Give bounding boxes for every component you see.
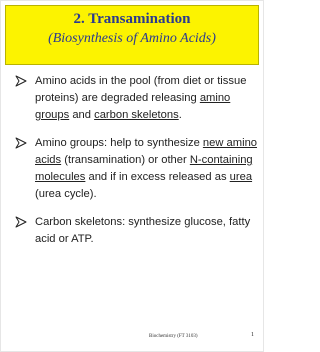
bullet-item [15,73,259,124]
bullet-text: Amino acids in the pool (from diet or tissue proteins) are degraded releasing [35,75,247,104]
arrow-bullet-icon [15,216,27,228]
slide-subtitle: (Biosynthesis of Amino Acids) [48,31,216,46]
bullet-text: (urea cycle). [35,188,97,200]
bullet-text: Amino groups: help to synthesize [35,137,203,149]
bullet-text: (transamination) or other [61,154,190,166]
arrow-bullet-icon [15,75,27,87]
bullet-item [15,135,259,203]
underlined-term: new amino acids [35,137,258,166]
arrow-bullet-icon [15,137,27,149]
footer-course: Biochemistry (FT 3103) [149,334,198,339]
bullet-text: and if in excess released as [85,171,230,183]
bullet-text: Carbon skeletons: synthesize glucose, fatty acid or ATP. [35,216,251,245]
underlined-term: N-containing molecules [35,154,253,183]
underlined-term: amino groups [35,92,231,121]
bullet-item [15,214,259,248]
bullet-text: and [69,109,95,121]
slide-title: 2. Transamination [73,11,191,27]
bullet-text: . [178,109,182,121]
title-banner [5,5,259,65]
page-number: 1 [251,332,254,338]
underlined-term: carbon skeletons [94,109,179,121]
underlined-term: urea [229,171,253,183]
bullet-list [15,73,259,259]
